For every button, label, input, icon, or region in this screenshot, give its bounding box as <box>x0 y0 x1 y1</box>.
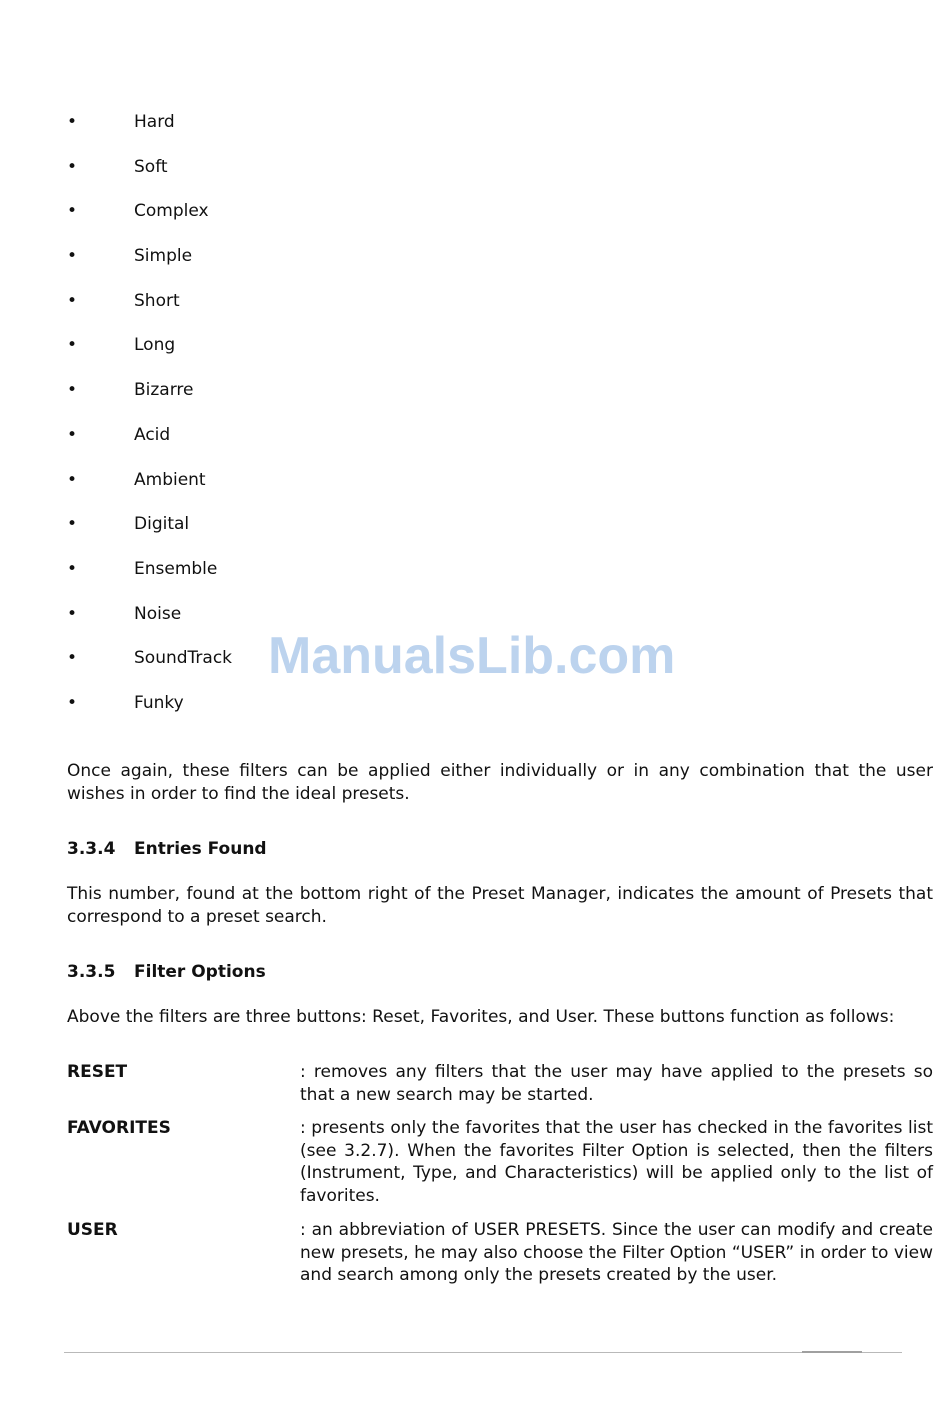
list-item-label: Long <box>134 335 176 356</box>
list-item <box>67 200 232 245</box>
intro-paragraph: Once again, these filters can be applied either individually or in any combination that the user wishes in order to find the ideal presets. <box>67 761 933 804</box>
list-item-label: SoundTrack <box>134 648 233 669</box>
bullet-icon: • <box>67 290 78 311</box>
list-item <box>67 513 232 558</box>
footer-divider <box>64 1352 902 1353</box>
list-item <box>67 469 232 514</box>
list-item-label: Complex <box>134 201 209 222</box>
list-item-label: Soft <box>134 156 168 177</box>
list-item <box>67 290 232 335</box>
list-item-label: Ensemble <box>134 558 218 579</box>
bullet-icon: • <box>67 335 78 356</box>
list-item <box>67 334 232 379</box>
bullet-icon: • <box>67 558 78 579</box>
list-item-label: Funky <box>134 692 184 713</box>
definition-term: USER <box>67 1220 118 1240</box>
filter-options-paragraph: Above the filters are three buttons: Reset, Favorites, and User. These buttons function as follows: <box>67 1007 895 1027</box>
bullet-icon: • <box>67 469 78 490</box>
list-item-label: Ambient <box>134 469 206 490</box>
section-heading-entries-found <box>67 838 267 861</box>
section-heading-filter-options <box>67 961 266 984</box>
definition-description: : presents only the favorites that the user has checked in the favorites list (see 3.2.7). When the favorites Filter Option is selected, then the filters (Instrument, Type, and Characteristics) will be applied only to the list of favorites. <box>300 1118 933 1206</box>
characteristics-list <box>67 111 232 737</box>
section-title: Filter Options <box>134 962 266 982</box>
section-number: 3.3.5 <box>67 962 116 982</box>
definition-term: RESET <box>67 1062 128 1082</box>
bullet-icon: • <box>67 156 78 177</box>
list-item-label: Simple <box>134 246 193 267</box>
entries-found-paragraph: This number, found at the bottom right of the Preset Manager, indicates the amount of Presets that correspond to a preset search. <box>67 884 933 927</box>
bullet-icon: • <box>67 246 78 267</box>
definition-description: : removes any filters that the user may have applied to the presets so that a new search may be started. <box>300 1062 933 1105</box>
bullet-icon: • <box>67 112 78 132</box>
section-number: 3.3.4 <box>67 839 116 859</box>
list-item <box>67 111 232 156</box>
list-item <box>67 156 232 201</box>
list-item-label: Bizarre <box>134 380 194 401</box>
list-item-label: Noise <box>134 603 182 624</box>
list-item <box>67 558 232 603</box>
list-item-label: Digital <box>134 514 190 535</box>
watermark: ManualsLib.com <box>268 627 676 685</box>
list-item <box>67 379 232 424</box>
list-item-label: Hard <box>134 112 175 132</box>
list-item <box>67 245 232 290</box>
list-item <box>67 603 232 648</box>
bullet-icon: • <box>67 603 78 624</box>
list-item-label: Acid <box>134 424 171 445</box>
list-item <box>67 647 232 692</box>
bullet-icon: • <box>67 201 78 222</box>
bullet-icon: • <box>67 692 78 713</box>
bullet-icon: • <box>67 514 78 535</box>
section-title: Entries Found <box>134 839 267 859</box>
bullet-icon: • <box>67 380 78 401</box>
footer-divider-accent <box>802 1351 862 1353</box>
definition-term: FAVORITES <box>67 1118 171 1138</box>
definition-description: : an abbreviation of USER PRESETS. Since the user can modify and create new presets, he may also choose the Filter Option “USER” in order to view and search among only the presets created by the user. <box>300 1220 933 1285</box>
list-item <box>67 692 232 737</box>
bullet-icon: • <box>67 648 78 669</box>
bullet-icon: • <box>67 424 78 445</box>
list-item-label: Short <box>134 290 180 311</box>
list-item <box>67 424 232 469</box>
